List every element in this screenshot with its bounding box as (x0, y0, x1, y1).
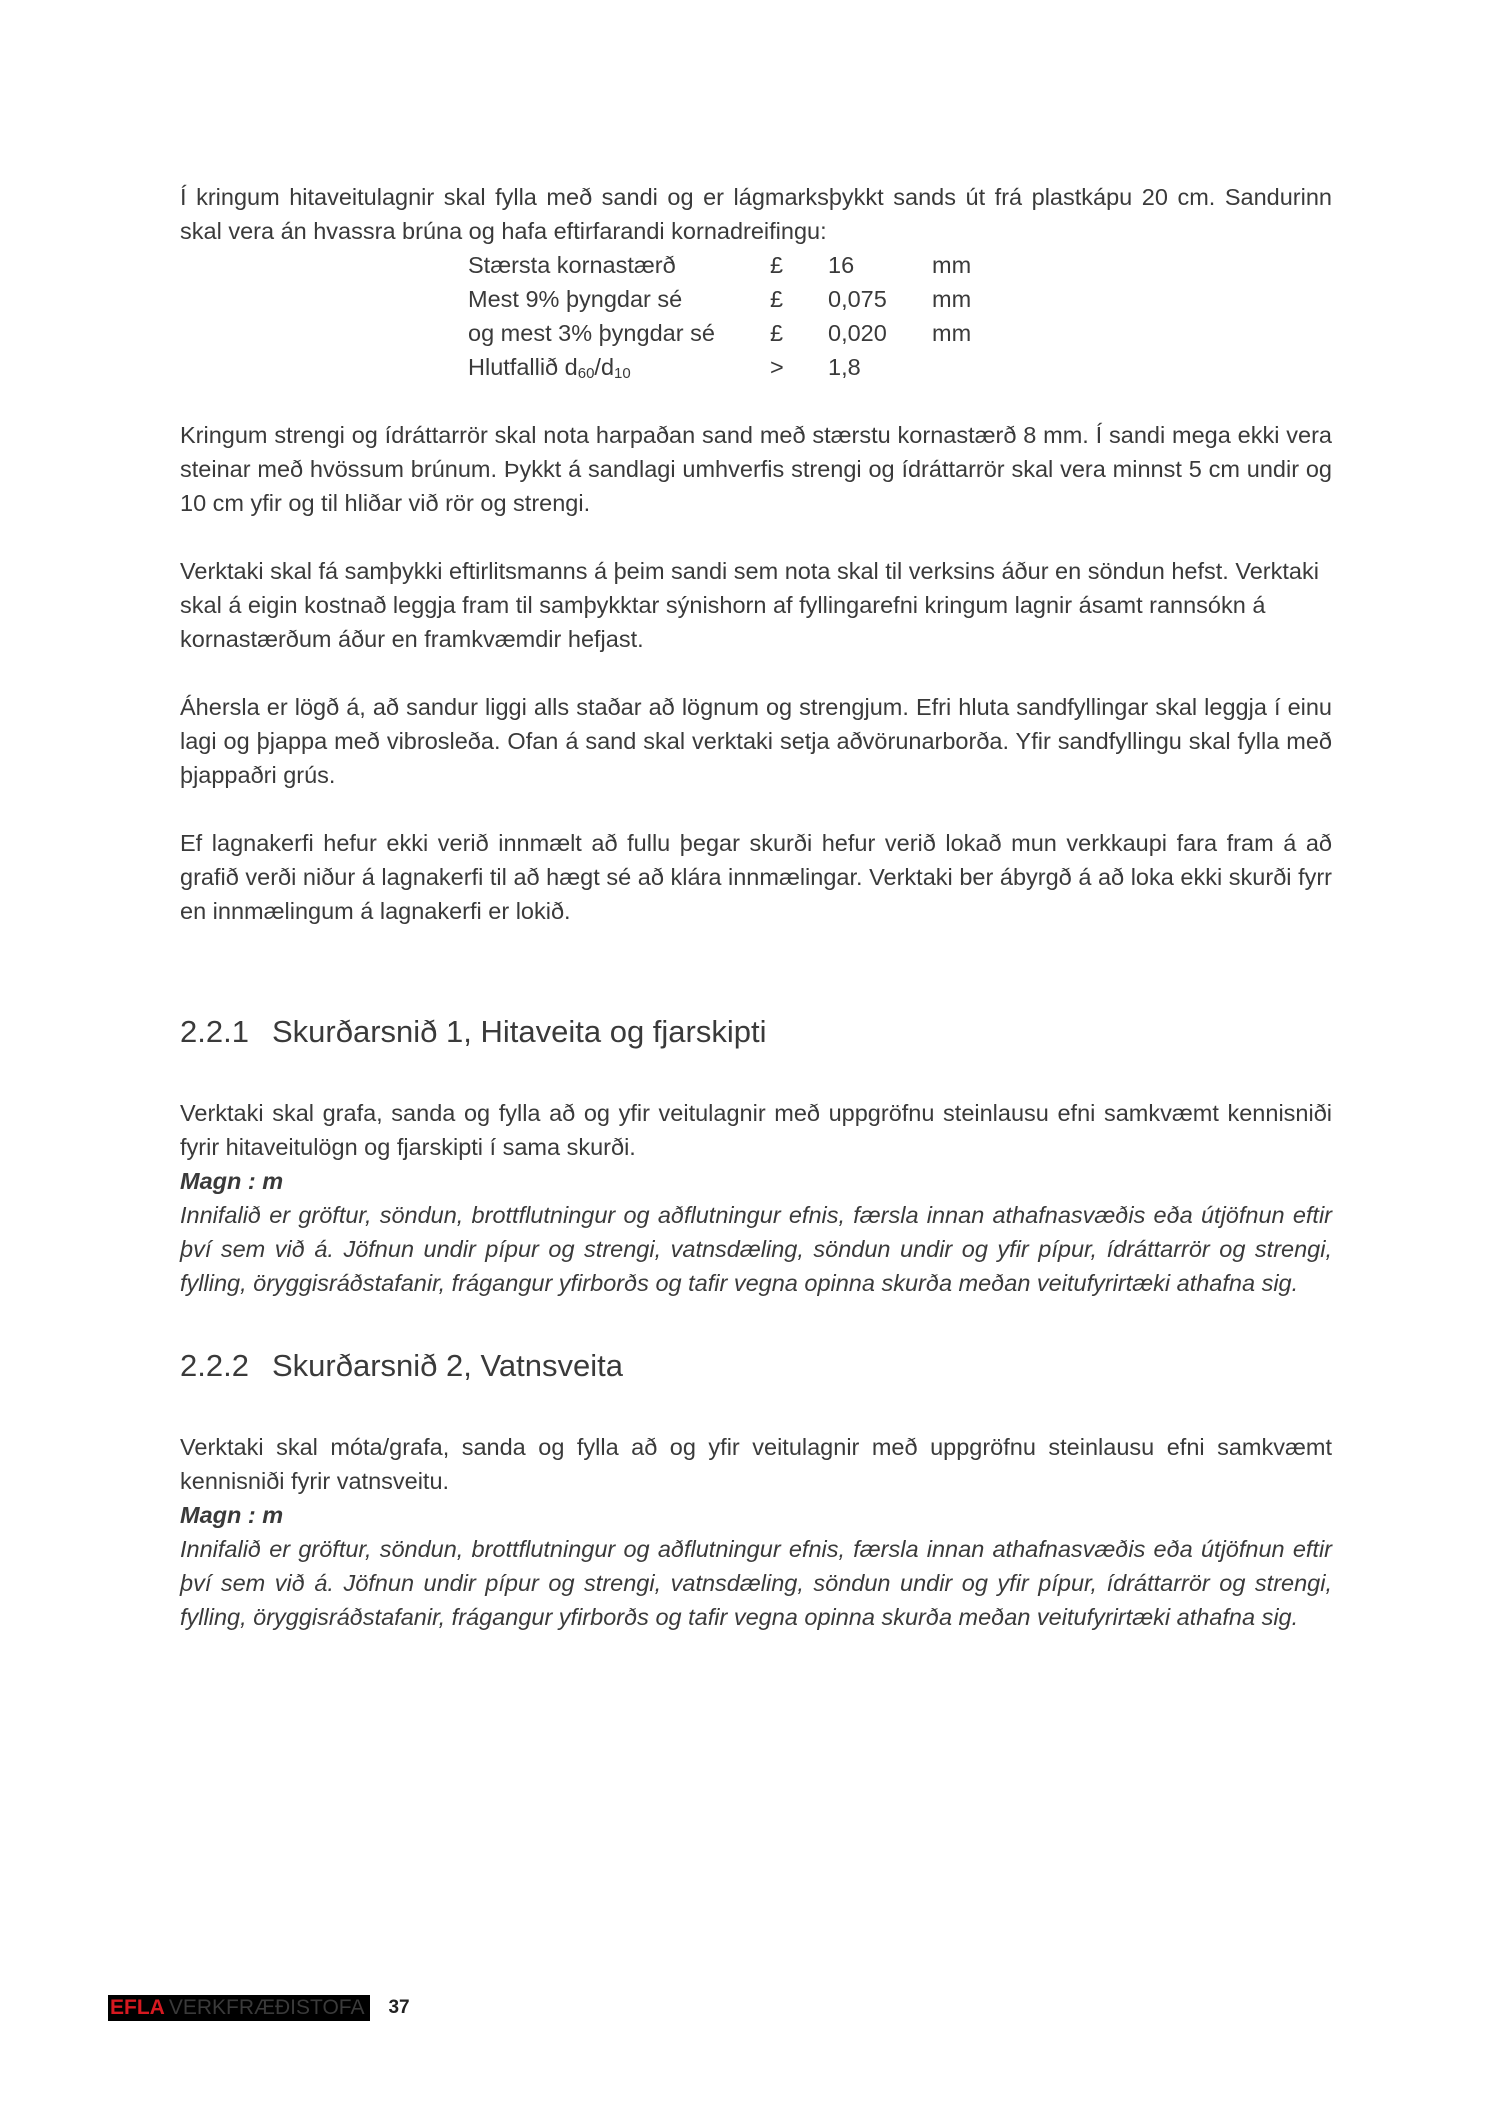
grain-unit: mm (932, 252, 972, 278)
section-body: Verktaki skal móta/grafa, sanda og fylla að og yfir veitulagnir með uppgröfnu steinlausu efni samkvæmt kennisniði fyrir vatnsveitu. (180, 1434, 1332, 1494)
grain-operator: £ (770, 286, 784, 312)
section-heading-2-2-2 (180, 1346, 1332, 1386)
grain-value: 16 (828, 252, 855, 278)
grain-unit (932, 350, 1012, 384)
paragraph-sand-strings: Kringum strengi og ídráttarrör skal nota harpaðan sand með stærstu kornastærð 8 mm. Í sandi mega ekki vera steinar með hvössum brúnum. Þykkt á sandlagi umhverfis strengi og ídráttarrör skal vera minnst 5 cm undir og 10 cm yfir og til hliðar við rör og strengi. (180, 422, 1332, 516)
grain-label: Stærsta kornastærð (468, 252, 676, 278)
grain-size-table (468, 248, 1012, 384)
table-row (468, 316, 1012, 350)
quantity-unit-label: Magn : m (180, 1502, 284, 1528)
efla-logo (108, 1995, 370, 2021)
ratio-subscript-60: 60 (577, 365, 595, 382)
section-title: Skurðarsnið 1, Hitaveita og fjarskipti (272, 1014, 767, 1049)
section-body: Verktaki skal grafa, sanda og fylla að og yfir veitulagnir með uppgröfnu steinlausu efni samkvæmt kennisniði fyrir hitaveitulögn og fjarskipti í sama skurði. (180, 1100, 1332, 1160)
logo-suffix: VERKFRÆÐISTOFA (168, 1996, 365, 2019)
grain-label: Mest 9% þyngdar sé (468, 286, 683, 312)
paragraph-emphasis: Áhersla er lögð á, að sandur liggi alls staðar að lögnum og strengjum. Efri hluta sandfyllingar skal leggja í einu lagi og þjappa með vibrosleða. Ofan á sand skal verktaki setja aðvörunarborða. Yfir sandfyllingu skal fylla með þjappaðri grús. (180, 694, 1332, 788)
table-row (468, 350, 1012, 384)
ratio-subscript-10: 10 (614, 365, 631, 382)
paragraph-survey: Ef lagnakerfi hefur ekki verið innmælt að fullu þegar skurði hefur verið lokað mun verkkaupi fara fram á að grafið verði niður á lagnakerfi til að hægt sé að klára innmælingar. Verktaki ber ábyrgð á að loka ekki skurði fyrr en innmælingum á lagnakerfi er lokið. (180, 830, 1332, 924)
quantity-unit-label: Magn : m (180, 1168, 284, 1194)
intro-paragraph: Í kringum hitaveitulagnir skal fylla með sandi og er lágmarksþykkt sands út frá plastkápu 20 cm. Sandurinn skal vera án hvassra brúna og hafa eftirfarandi kornadreifingu: (180, 184, 1332, 244)
included-items-text: Innifalið er gröftur, söndun, brottflutningur og aðflutningur efnis, færsla innan athafnasvæðis eða útjöfnun eftir því sem við á. Jöfnun undir pípur og strengi, vatnsdæling, söndun undir og yfir pípur, ídráttarrör og strengi, fylling, öryggisráðstafanir, frágangur yfirborðs og tafir vegna opinna skurða meðan veitufyrirtæki athafna sig. (180, 1536, 1332, 1630)
section-number: 2.2.1 (180, 1014, 249, 1049)
section-heading-2-2-1 (180, 1012, 1332, 1052)
table-row (468, 282, 1012, 316)
page-content (180, 180, 1332, 1634)
paragraph-approval: Verktaki skal fá samþykki eftirlitsmanns á þeim sandi sem nota skal til verksins áður en söndun hefst. Verktaki skal á eigin kostnað leggja fram til samþykktar sýnishorn af fyllingarefni kringum lagnir ásamt rannsókn á kornastærðum áður en framkvæmdir hefjast. (180, 558, 1319, 652)
section-number: 2.2.2 (180, 1348, 249, 1383)
page-footer (108, 1993, 410, 2023)
grain-label: og mest 3% þyngdar sé (468, 320, 715, 346)
grain-unit: mm (932, 286, 972, 312)
grain-operator: > (770, 354, 784, 380)
grain-value: 1,8 (828, 354, 861, 380)
grain-operator: £ (770, 252, 784, 278)
logo-brand: EFLA (110, 1996, 165, 2019)
ratio-text: Hlutfallið d (468, 354, 578, 380)
included-items-text: Innifalið er gröftur, söndun, brottflutningur og aðflutningur efnis, færsla innan athafnasvæðis eða útjöfnun eftir því sem við á. Jöfnun undir pípur og strengi, vatnsdæling, söndun undir og yfir pípur, ídráttarrör og strengi, fylling, öryggisráðstafanir, frágangur yfirborðs og tafir vegna opinna skurða meðan veitufyrirtæki athafna sig. (180, 1202, 1332, 1296)
grain-label (468, 350, 770, 384)
table-row (468, 248, 1012, 282)
page-number: 37 (388, 1997, 410, 2018)
grain-unit: mm (932, 320, 972, 346)
section-title: Skurðarsnið 2, Vatnsveita (272, 1348, 623, 1383)
grain-value: 0,020 (828, 320, 887, 346)
ratio-slash: /d (594, 354, 615, 380)
grain-value: 0,075 (828, 286, 887, 312)
grain-operator: £ (770, 320, 784, 346)
